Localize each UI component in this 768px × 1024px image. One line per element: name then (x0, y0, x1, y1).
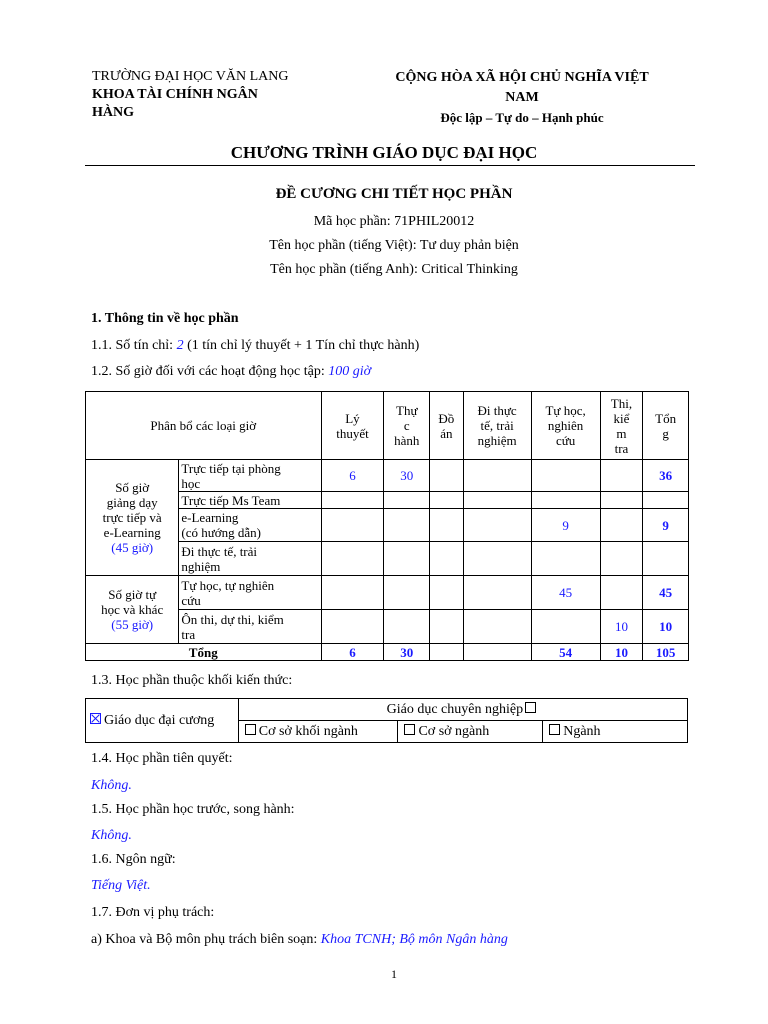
cell-self-study (531, 610, 600, 644)
cell-project (430, 576, 464, 610)
cell-project (430, 460, 464, 492)
general-education-cell (86, 699, 239, 743)
course-code: Mã học phần: 71PHIL20012 (313, 214, 475, 229)
cell-field (463, 542, 531, 576)
cell-exam (600, 460, 643, 492)
unchecked-box-icon[interactable] (404, 724, 415, 735)
section-1-7-sub-label: a) Khoa và Bộ môn phụ trách biên soạn: (91, 932, 321, 947)
row-label: Ôn thi, dự thi, kiểm tra (179, 610, 321, 644)
cell-exam (600, 576, 643, 610)
hours-value: 100 giờ (328, 364, 372, 379)
row-label: e-Learning (có hướng dẫn) (179, 509, 321, 542)
cell-exam (600, 492, 643, 509)
cell-self-study (531, 492, 600, 509)
row-label: Trực tiếp Ms Team (179, 492, 321, 509)
section-1-7-label: 1.7. Đơn vị phụ trách: (91, 905, 215, 920)
credits-detail: (1 tín chỉ lý thuyết + 1 Tín chỉ thực hành) (183, 338, 420, 353)
base-block-cell (238, 721, 398, 743)
cell-practice (384, 610, 430, 644)
total-practice: 30 (384, 644, 430, 661)
cell-theory (321, 542, 384, 576)
section-1-7-sub-value: Khoa TCNH; Bộ môn Ngân hàng (320, 932, 508, 947)
faculty-name-line2: HÀNG (92, 105, 134, 120)
general-education-label: Giáo dục đại cương (104, 712, 215, 728)
national-motto: Độc lập – Tự do – Hạnh phúc (440, 110, 604, 125)
faculty-name-line1: KHOA TÀI CHÍNH NGÂN (92, 87, 258, 102)
cell-field (463, 509, 531, 542)
section-1-5-value: Không. (91, 828, 132, 843)
row-label: Đi thực tế, trải nghiệm (179, 542, 321, 576)
national-name-line2: NAM (505, 90, 539, 105)
cell-total: 9 (643, 509, 689, 542)
header-field: Đi thực tế, trải nghiệm (463, 392, 531, 460)
group-self-study: Số giờ tự học và khác (55 giờ) (86, 576, 179, 644)
table-total-row (86, 644, 689, 661)
school-header (92, 68, 352, 122)
credits-line (91, 338, 419, 354)
cell-field (463, 610, 531, 644)
base-major-label: Cơ sở ngành (418, 723, 490, 739)
unchecked-box-icon[interactable] (525, 702, 536, 713)
document-subtitle: ĐỀ CƯƠNG CHI TIẾT HỌC PHẦN (275, 186, 513, 202)
cell-total: 36 (643, 460, 689, 492)
group-direct-teaching: Số giờ giảng dạy trực tiếp và e-Learning (45 giờ) (86, 460, 179, 576)
cell-total (643, 542, 689, 576)
header-practice: Thự c hành (384, 392, 430, 460)
total-project (430, 644, 464, 661)
unchecked-box-icon[interactable] (549, 724, 560, 735)
total-row-label: Tổng (86, 644, 322, 661)
header-total: Tổn g (643, 392, 689, 460)
cell-project (430, 509, 464, 542)
cell-theory (321, 610, 384, 644)
row-label: Trực tiếp tại phòng học (179, 460, 321, 492)
hours-line (91, 364, 371, 380)
unchecked-box-icon[interactable] (245, 724, 256, 735)
page-title: CHƯƠNG TRÌNH GIÁO DỤC ĐẠI HỌC (230, 143, 538, 162)
total-exam: 10 (600, 644, 643, 661)
cell-exam (600, 542, 643, 576)
section-1-6-label: 1.6. Ngôn ngữ: (91, 852, 176, 867)
cell-theory (321, 576, 384, 610)
cell-total: 45 (643, 576, 689, 610)
section-1-4-value: Không. (91, 778, 132, 793)
school-name: TRƯỜNG ĐẠI HỌC VĂN LANG (92, 69, 289, 84)
credits-label: 1.1. Số tín chỉ: (91, 338, 177, 353)
cell-practice (384, 492, 430, 509)
cell-field (463, 460, 531, 492)
page-number: 1 (391, 967, 397, 981)
header-theory: Lý thuyết (321, 392, 384, 460)
base-block-label: Cơ sở khối ngành (258, 723, 358, 739)
cell-theory: 6 (321, 460, 384, 492)
major-label: Ngành (563, 723, 601, 739)
credits-value: 2 (176, 338, 184, 353)
cell-self-study (531, 542, 600, 576)
cell-project (430, 492, 464, 509)
cell-practice (384, 542, 430, 576)
cell-practice (384, 576, 430, 610)
section-1-3-label: 1.3. Học phần thuộc khối kiến thức: (91, 673, 293, 688)
professional-education-label: Giáo dục chuyên nghiệp (386, 701, 524, 717)
national-name-line1: CỘNG HÒA XÃ HỘI CHỦ NGHĨA VIỆT (395, 70, 649, 85)
section-1-heading: 1. Thông tin về học phần (91, 311, 239, 326)
cell-total (643, 492, 689, 509)
cell-total: 10 (643, 610, 689, 644)
header-allocation: Phân bổ các loại giờ (86, 392, 322, 460)
checked-box-icon[interactable] (90, 713, 101, 724)
cell-theory (321, 509, 384, 542)
cell-theory (321, 492, 384, 509)
hours-allocation-table (85, 391, 689, 661)
cell-practice (384, 509, 430, 542)
header-exam: Thi, kiể m tra (600, 392, 643, 460)
national-header (372, 68, 672, 128)
section-1-5-label: 1.5. Học phần học trước, song hành: (91, 802, 295, 817)
row-label: Tự học, tự nghiên cứu (179, 576, 321, 610)
cell-self-study: 45 (531, 576, 600, 610)
professional-education-cell (238, 699, 687, 721)
cell-field (463, 492, 531, 509)
cell-practice: 30 (384, 460, 430, 492)
total-total: 105 (643, 644, 689, 661)
table-header-row (86, 392, 689, 460)
cell-field (463, 576, 531, 610)
table-row (86, 576, 689, 610)
major-cell (543, 721, 688, 743)
hours-label: 1.2. Số giờ đối với các hoạt động học tập: (91, 364, 329, 379)
cell-self-study (531, 460, 600, 492)
table-row (86, 460, 689, 492)
section-1-7-sub (91, 932, 508, 948)
total-theory: 6 (321, 644, 384, 661)
cell-exam: 10 (600, 610, 643, 644)
cell-self-study: 9 (531, 509, 600, 542)
course-name-en: Tên học phần (tiếng Anh): Critical Thinking (270, 262, 518, 277)
knowledge-block-table (85, 698, 688, 743)
cell-project (430, 542, 464, 576)
total-field (463, 644, 531, 661)
section-1-6-value: Tiếng Việt. (91, 878, 151, 893)
course-name-vi: Tên học phần (tiếng Việt): Tư duy phản biện (269, 238, 519, 253)
header-project: Đồ án (430, 392, 464, 460)
total-self-study: 54 (531, 644, 600, 661)
header-self-study: Tự học, nghiên cứu (531, 392, 600, 460)
cell-exam (600, 509, 643, 542)
cell-project (430, 610, 464, 644)
section-1-4-label: 1.4. Học phần tiên quyết: (91, 751, 233, 766)
title-divider (85, 165, 695, 166)
base-major-cell (398, 721, 543, 743)
